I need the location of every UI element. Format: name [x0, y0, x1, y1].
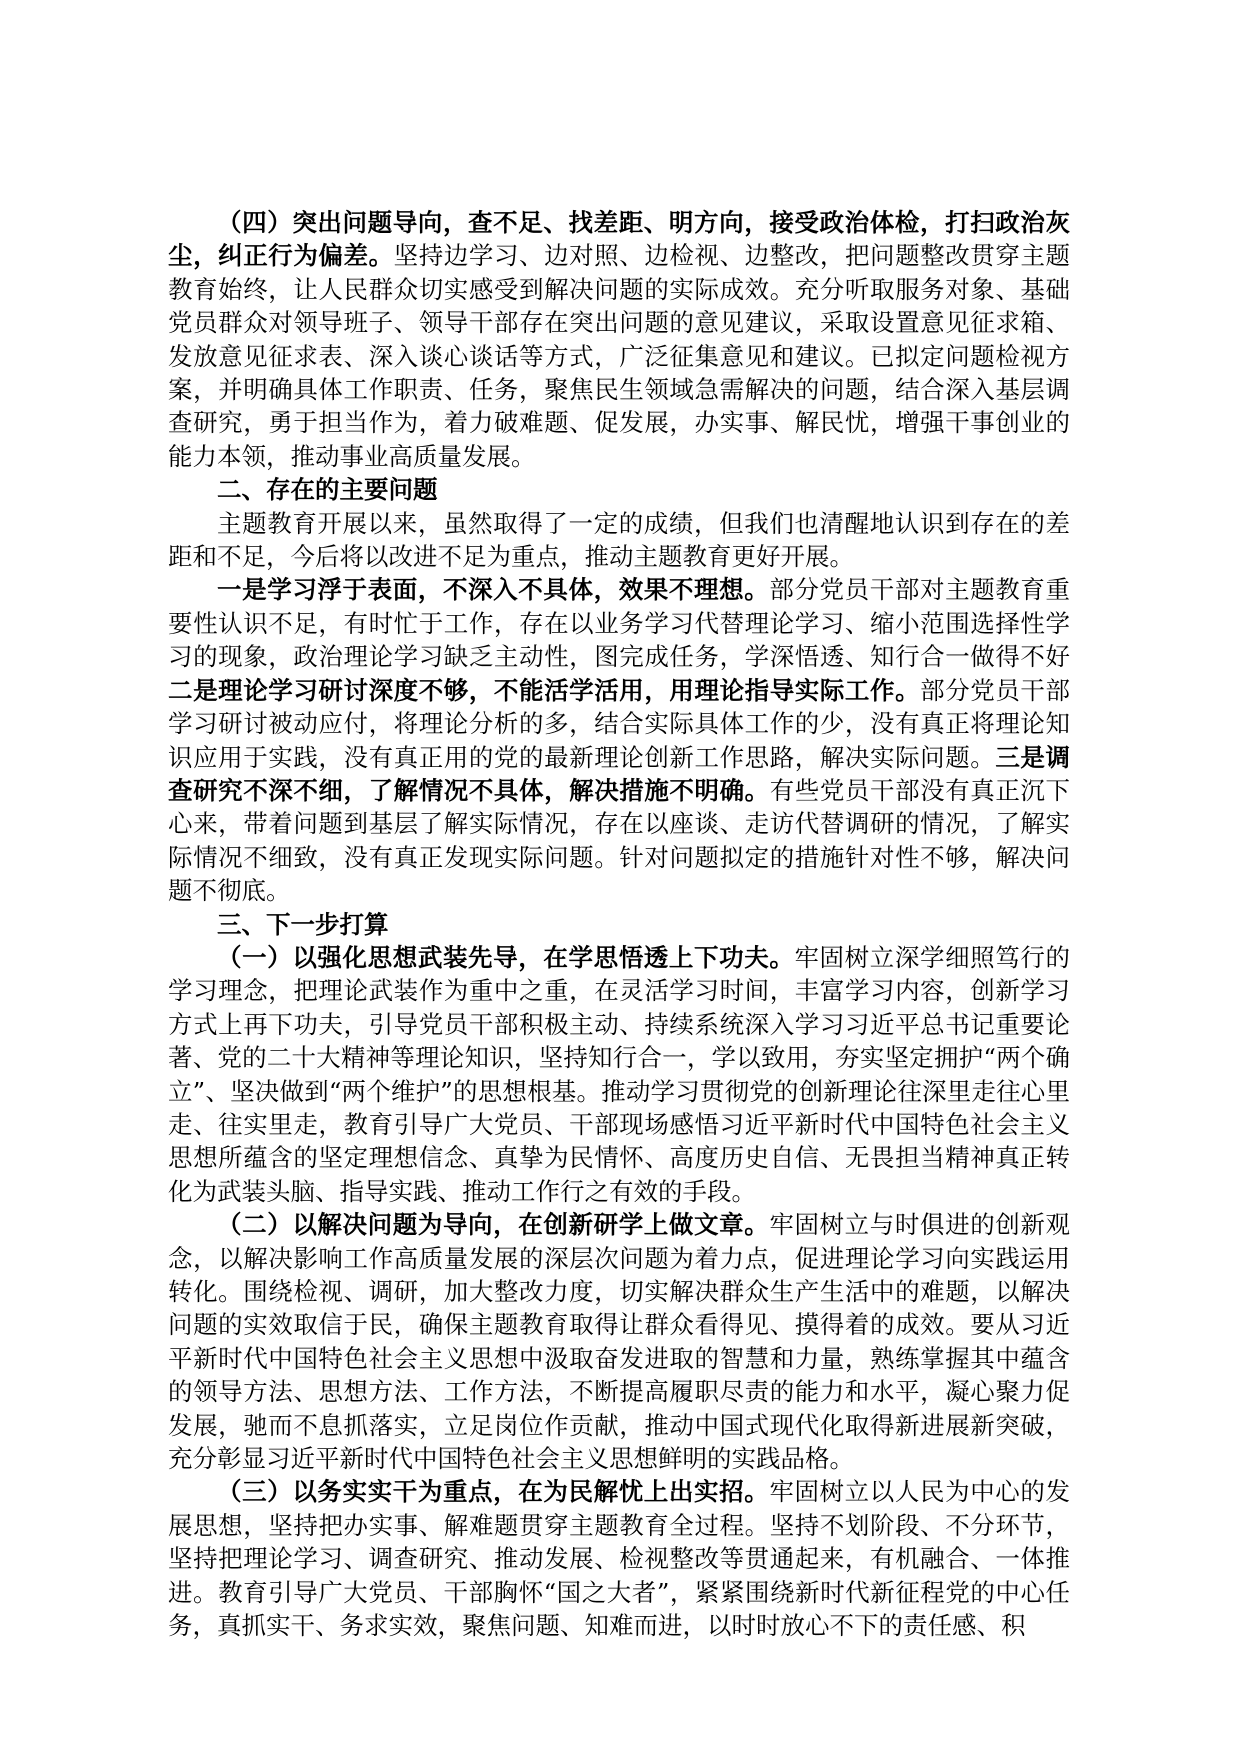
problem-1-lead: 一是学习浮于表面，不深入不具体，效果不理想。 — [217, 575, 770, 605]
paragraph-text: 主题教育开展以来，虽然取得了一定的成绩，但我们也清醒地认识到存在的差距和不足，今后将以改进不足为重点，推动主题教育更好开展。 — [168, 508, 1070, 572]
paragraph-problems-intro — [168, 507, 1070, 574]
problem-3-lead: 三是调查研究不深不细，了解情况不具体，解决措施不明确。 — [168, 742, 1071, 805]
plan-2-text: 牢固树立与时俱进的创新观念，以解决影响工作高质量发展的深层次问题为着力点，促进理论学习向实践运用转化。围绕检视、调研，加大整改力度，切实解决群众生产生活中的难题，以解决问题的实效取信于民，确保主题教育取得让群众看得见、摸得着的成效。要从习近平新时代中国特色社会主义思想中汲取奋发进取的智慧和力量，熟练掌握其中蕴含的领导方法、思想方法、工作方法，不断提高履职尽责的能力和水平，凝心聚力促发展，驰而不息抓落实，立足岗位作贡献，推动中国式现代化取得新进展新突破，充分彰显习近平新时代中国特色社会主义思想鲜明的实践品格。 — [168, 1210, 1071, 1474]
problem-2-lead: 二是理论学习研讨深度不够，不能活学活用，用理论指导实际工作。 — [168, 675, 921, 705]
paragraph-text: 坚持边学习、边对照、边检视、边整改，把问题整改贯穿主题教育始终，让人民群众切实感受到解决问题的实际成效。充分听取服务对象、基础党员群众对领导班子、领导干部存在突出问题的意见建议，采取设置意见征求箱、发放意见征求表、深入谈心谈话等方式，广泛征集意见和建议。已拟定问题检视方案，并明确具体工作职责、任务，聚焦民生领域急需解决的问题，结合深入基层调查研究，勇于担当作为，着力破难题、促发展，办实事、解民忧，增强干事创业的能力本领，推动事业高质量发展。 — [168, 241, 1071, 471]
plan-2-lead: （二）以解决问题为导向，在创新研学上做文章。 — [217, 1210, 770, 1240]
plan-1-lead: （一）以强化思想武装先导，在学思悟透上下功夫。 — [217, 942, 795, 972]
paragraph-lead: （四）突出问题导向，查不足、找差距、明方向，接受政治体检，打扫政治灰尘，纠正行为偏差。 — [168, 208, 1070, 271]
section-heading-next-steps: 三、下一步打算 — [217, 909, 389, 939]
section-heading-main-problems: 二、存在的主要问题 — [217, 475, 438, 505]
plan-1-text: 牢固树立深学细照笃行的学习理念，把理论武装作为重中之重，在灵活学习时间，丰富学习内容，创新学习方式上再下功夫，引导党员干部积极主动、持续系统深入学习习近平总书记重要论著、党的二十大精神等理论知识，坚持知行合一，学以致用，夯实坚定拥护“两个确立”、坚决做到“两个维护”的思想根基。推动学习贯彻党的创新理论往深里走往心里走、往实里走，教育引导广大党员、干部现场感悟习近平新时代中国特色社会主义思想所蕴含的坚定理想信念、真挚为民情怀、高度历史自信、无畏担当精神真正转化为武装头脑、指导实践、推动工作行之有效的手段。 — [168, 942, 1070, 1206]
paragraph-problems-list — [168, 573, 1070, 907]
paragraph-plan-2 — [168, 1208, 1070, 1475]
plan-3-text: 牢固树立以人民为中心的发展思想，坚持把办实事、解难题贯穿主题教育全过程。坚持不划阶段、不分环节，坚持把理论学习、调查研究、推动发展、检视整改等贯通起来，有机融合、一体推进。教育引导广大党员、干部胸怀“国之大者”，紧紧围绕新时代新征程党的中心任务，真抓实干、务求实效，聚焦问题、知难而进，以时时放心不下的责任感、积 — [168, 1477, 1071, 1641]
plan-3-lead: （三）以务实实干为重点，在为民解忧上出实招。 — [217, 1477, 770, 1507]
problem-2-text: 部分党员干部学习研讨被动应付，将理论分析的多，结合实际具体工作的少，没有真正将理论知识应用于实践，没有真正用的党的最新理论创新工作思路，解决实际问题。 — [168, 675, 1070, 772]
paragraph-plan-3 — [168, 1475, 1070, 1642]
problem-1-text: 部分党员干部对主题教育重要性认识不足，有时忙于工作，存在以业务学习代替理论学习、缩小范围选择性学习的现象，政治理论学习缺乏主动性，图完成任务，学深悟透、知行合一做得不好 — [168, 575, 1071, 672]
problem-3-text: 有些党员干部没有真正沉下心来，带着问题到基层了解实际情况，存在以座谈、走访代替调研的情况，了解实际情况不细致，没有真正发现实际问题。针对问题拟定的措施针对性不够，解决问题不彻底。 — [168, 775, 1071, 906]
paragraph-plan-1 — [168, 941, 1070, 1208]
paragraph-focus-problems — [168, 206, 1070, 473]
document-body — [168, 206, 1070, 1642]
